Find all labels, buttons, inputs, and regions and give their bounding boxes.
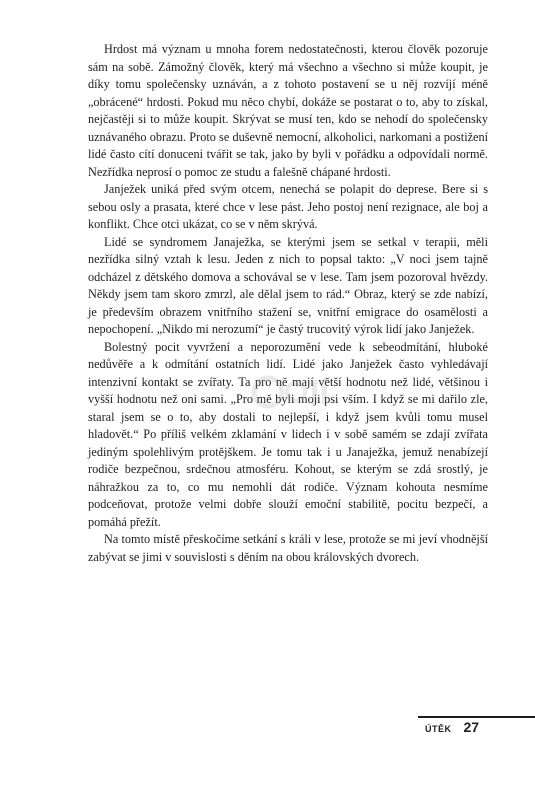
paragraph-1: Hrdost má význam u mnoha forem nedostatečnosti, kterou člověk pozoruje sám na sobě. Zámožný člověk, který má všechno a všechno si může koupit, je díky tomu společensky uznáván, a z tohoto postavení se u něj rozvíjí méně „obrácené“ hrdosti. Pokud mu něco chybí, dokáže se postarat o to, aby to získal, nejčastěji si to může koupit. Skrývat se musí ten, kdo se nehodí do společensky uznávaného obrazu. Proto se duševně nemocní, alkoholici, narkomani a postižení lidé často cítí donuceni tvářit se tak, jako by byli v pořádku a odpovídali normě. Nezřídka neprosí o pomoc ze studu a falešně chápané hrdosti. — [88, 42, 488, 179]
page-footer — [425, 719, 479, 735]
paragraph-3: Lidé se syndromem Janaježka, se kterými jsem se setkal v terapii, měli nezřídka silný vztah k lesu. Jeden z nich to popsal takto: „V noci jsem tajně odcházel z dětského domova a schovával se v lese. Tam jsem pozoroval hvězdy. Někdy jsem tam skoro zmrzl, ale dělal jsem to rád.“ Obraz, který se zde nabízí, je především obrazem vnitřního stažení se, vnitřní emigrace do osamělosti a nepochopení. „Nikdo mi nerozumí“ je častý trucovitý výrok lidí jako Janježek. — [88, 234, 488, 336]
paragraph-4: Bolestný pocit vyvržení a neporozumění vede k sebeodmítání, hluboké nedůvěře a k odmítání ostatních lidí. Lidé jako Janježek často vyhledávají intenzivní kontakt se zvířaty. Ta pro ně mají větší hodnotu než lidé, většinou i vyšší hodnotu než oni sami. „Pro mě byli moji psi vším. I když se mi dařilo zle, staral jsem se o to, aby dostali to nejlepší, i když jsem kvůli tomu musel hladovět.“ Po příliš velkém zklamání v lidech i v sobě samém se zdají zvířata jediným spolehlivým protějškem. Je tomu tak i u Janaježka, jemuž nenabízejí rodiče bezpečnou, srdečnou atmosféru. Kohout, se kterým se zdá srostlý, je náhražkou za to, co mu nemohli dát rodiče. Význam kohouta nesmíme podceňovat, protože velmi dobře slouží emoční stabilitě, pocitu bezpečí, a pomáhá přežít. — [88, 339, 488, 529]
paragraph-5: Na tomto místě přeskočíme setkání s králi v lese, protože se mi jeví vhodnější zabývat se jimi v souvislosti s děním na obou královských dvorech. — [88, 532, 488, 564]
page-body — [88, 41, 488, 566]
watermark-logo-icon — [250, 372, 340, 412]
footer-rule — [418, 716, 535, 718]
page-number: 27 — [463, 719, 480, 735]
running-head: ÚTĚK — [425, 724, 452, 734]
paragraph-2: Janježek uniká před svým otcem, nenechá se polapit do deprese. Bere si s sebou osly a prasata, které chce v lese pást. Jeho postoj není rezignace, ale boj a konflikt. Chce otci ukázat, co se v něm skrývá. — [88, 182, 488, 231]
